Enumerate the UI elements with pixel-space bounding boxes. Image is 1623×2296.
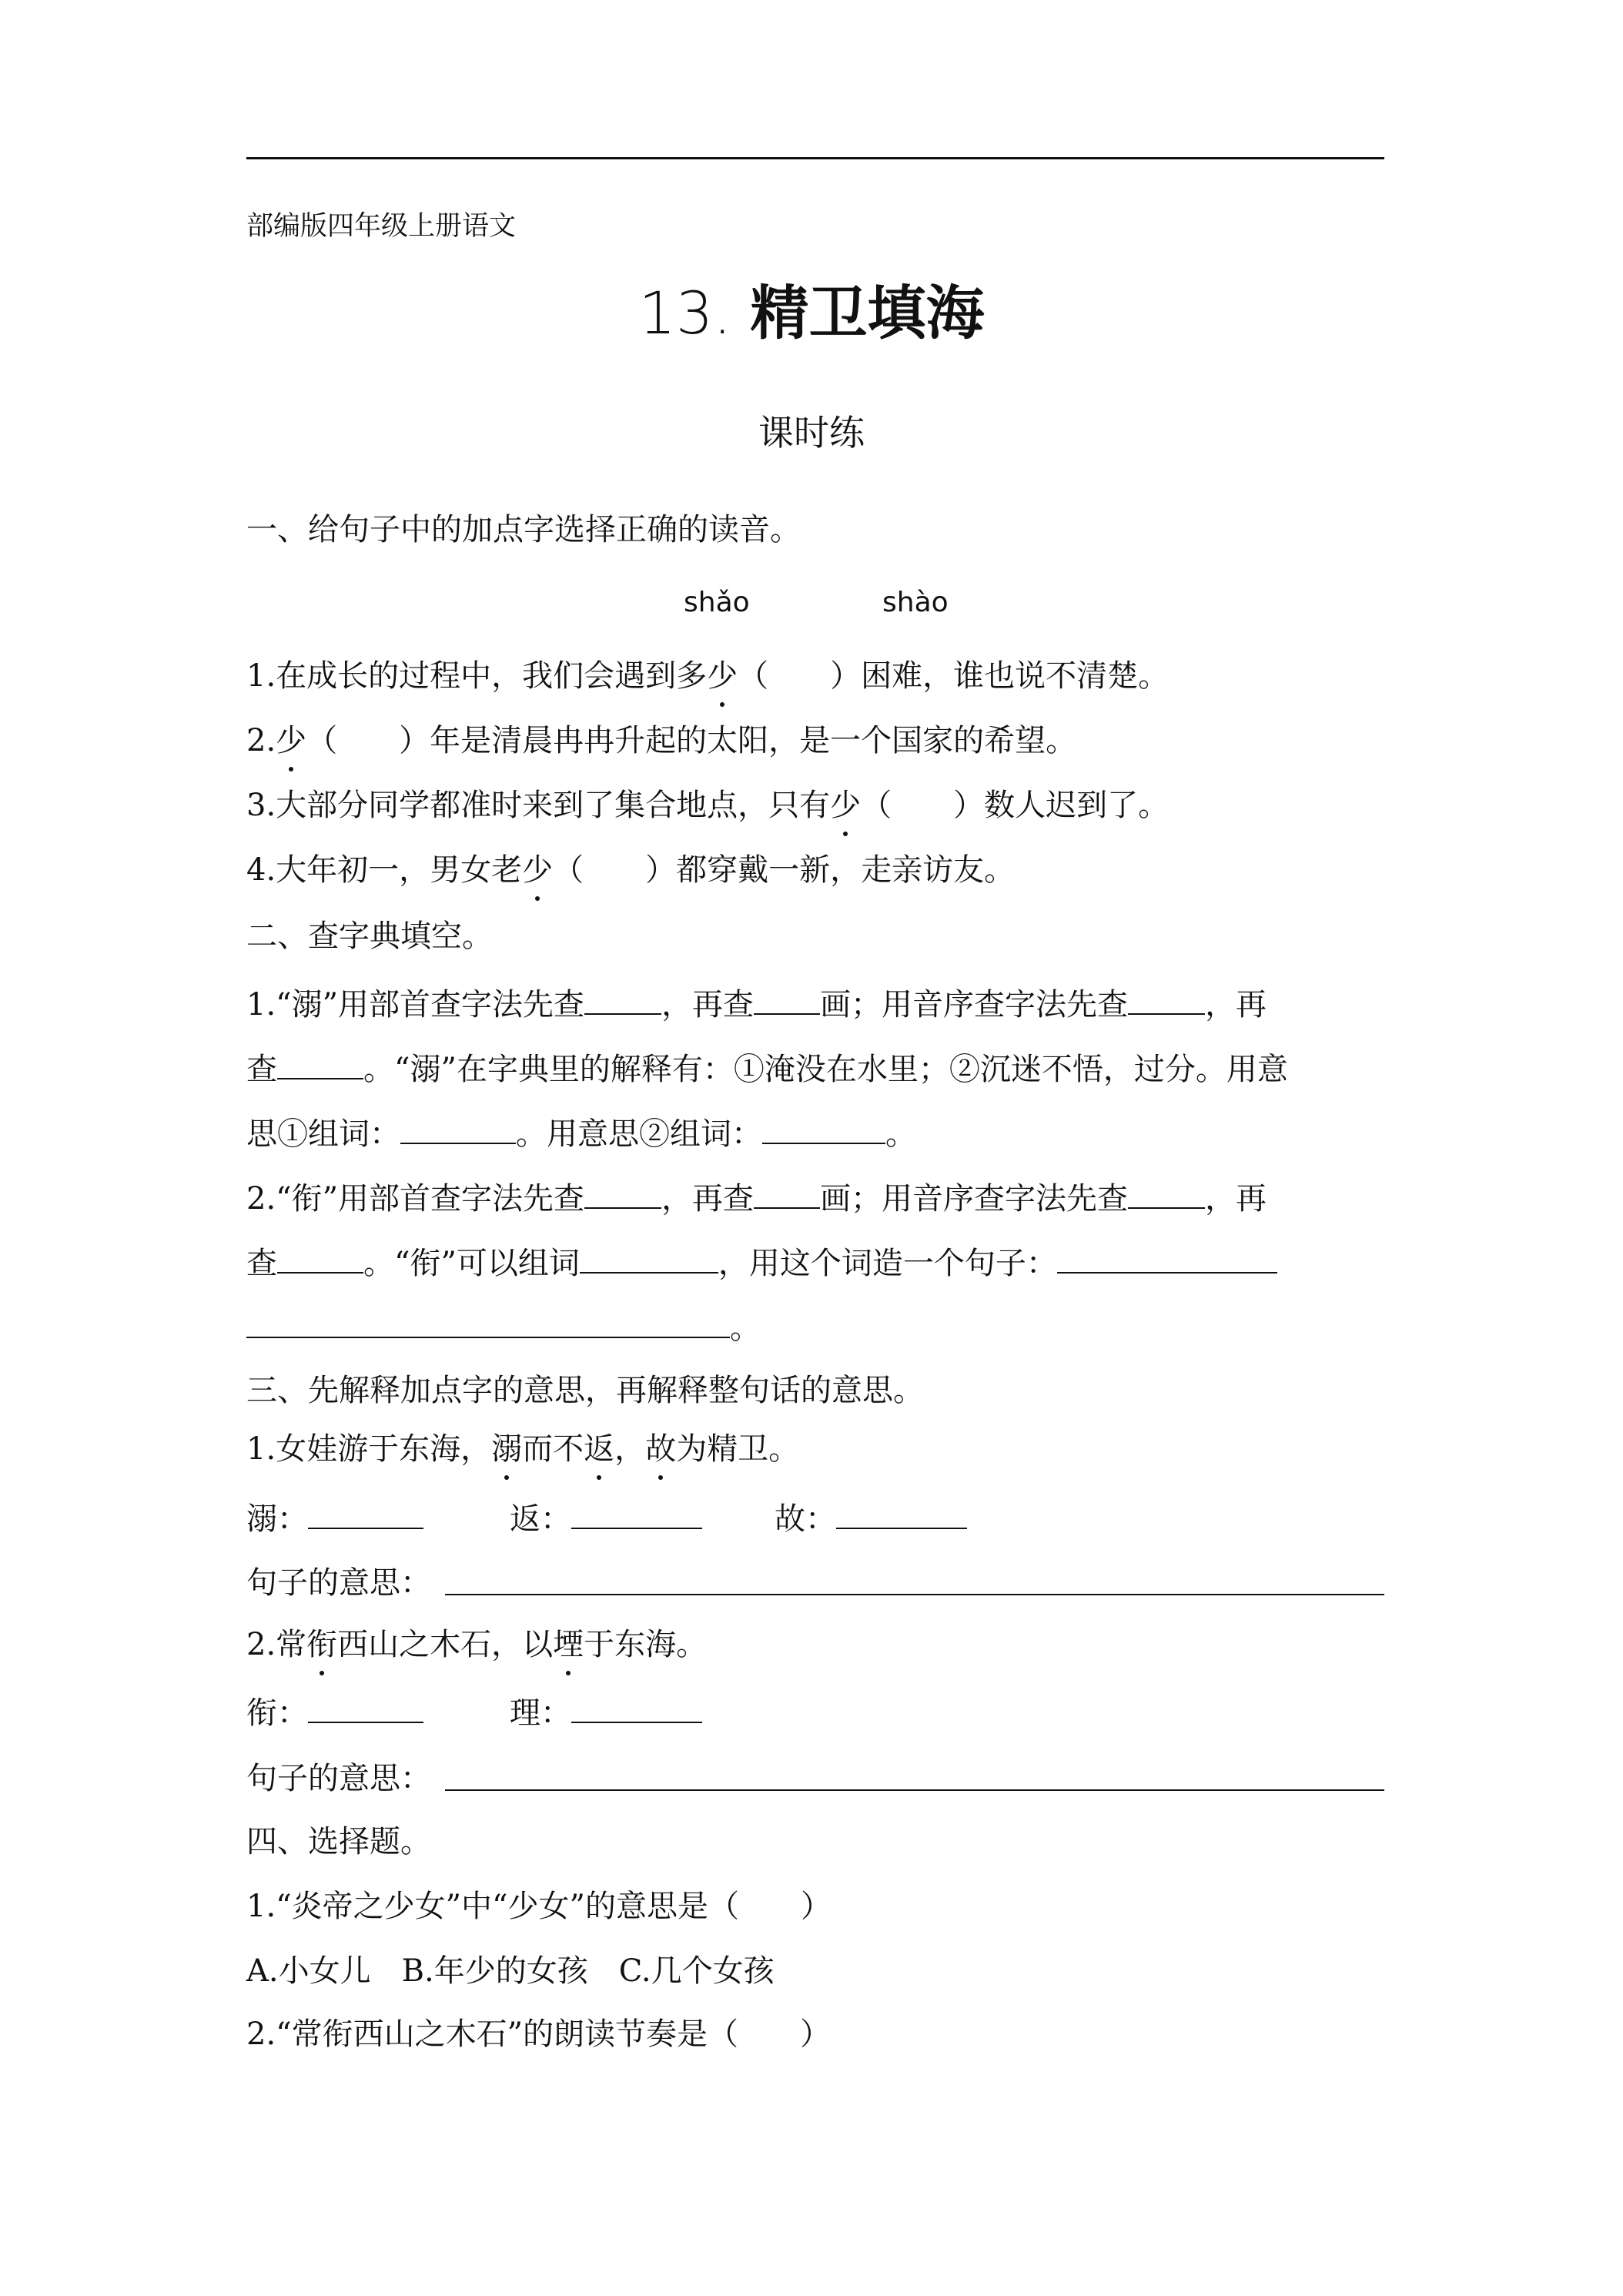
answer-blank[interactable]	[1128, 1176, 1205, 1209]
header-rule	[246, 157, 1384, 159]
dotted-char: 返	[584, 1429, 614, 1469]
text: 。	[885, 1116, 916, 1152]
text: 为精卫。	[676, 1431, 800, 1467]
dotted-char: 少	[276, 721, 306, 761]
s3-question-1	[246, 1429, 799, 1469]
answer-blank[interactable]	[1128, 982, 1205, 1015]
text: 查	[246, 1246, 277, 1281]
section4-heading: 四、选择题。	[246, 1824, 431, 1859]
text: 查	[246, 1052, 277, 1087]
text: 溺：	[246, 1501, 308, 1537]
s2-q2-line1	[246, 1176, 1267, 1219]
s3-q1-field-3	[775, 1497, 967, 1539]
answer-blank[interactable]	[246, 1306, 730, 1338]
section1-heading: 一、给句子中的加点字选择正确的读音。	[246, 512, 801, 547]
s3-q2-field-1	[246, 1691, 423, 1733]
answer-blank[interactable]	[754, 1176, 820, 1209]
text: 1.在成长的过程中，我们会遇到多	[246, 658, 708, 694]
answer-blank[interactable]	[1057, 1241, 1277, 1274]
dotted-char: 衔	[306, 1625, 337, 1665]
text: ，再	[1205, 987, 1267, 1022]
s1-question-1	[246, 656, 1169, 696]
dotted-char: 溺	[491, 1429, 522, 1469]
s3-q1-field-2	[510, 1497, 702, 1539]
s2-q1-line2	[246, 1047, 1288, 1089]
s4-question-2: 2.“常衔西山之木石”的朗读节奏是（ ）	[246, 2017, 832, 2052]
page-subtitle: 课时练	[758, 412, 865, 454]
dotted-char: 故	[645, 1429, 676, 1469]
text: 。“溺”在字典里的解释有：①淹没在水里；②沉迷不悟，过分。用意	[363, 1052, 1288, 1087]
dotted-char: 堙	[553, 1625, 584, 1665]
grade-label: 部编版四年级上册语文	[246, 211, 517, 242]
text: 2.“衔”用部首查字法先查	[246, 1181, 585, 1217]
text: 2.	[246, 723, 276, 758]
s3-q2-sentence-line[interactable]	[445, 1789, 1384, 1791]
pinyin-option-b: shào	[882, 587, 949, 618]
s2-q2-line3	[246, 1306, 761, 1348]
text: （ ）年是清晨冉冉升起的太阳，是一个国家的希望。	[306, 723, 1077, 758]
section3-heading: 三、先解释加点字的意思，再解释整句话的意思。	[246, 1373, 924, 1408]
lesson-number: 13.	[638, 279, 732, 347]
s3-q2-sentence-label: 句子的意思：	[246, 1761, 431, 1796]
section2-heading: 二、查字典填空。	[246, 919, 493, 954]
text: 1.“溺”用部首查字法先查	[246, 987, 585, 1022]
s1-question-3	[246, 785, 1169, 825]
s1-question-4	[246, 850, 1015, 890]
lesson-name: 精卫填海	[750, 279, 985, 347]
answer-blank[interactable]	[571, 1691, 702, 1723]
answer-blank[interactable]	[571, 1497, 702, 1529]
text: 4.大年初一，男女老	[246, 852, 523, 888]
answer-blank[interactable]	[400, 1112, 516, 1144]
answer-blank[interactable]	[762, 1112, 885, 1144]
answer-blank[interactable]	[308, 1691, 423, 1723]
s2-q2-line2	[246, 1241, 1277, 1284]
text: ，再查	[661, 987, 755, 1022]
dotted-char: 少	[707, 656, 738, 696]
text: 。	[730, 1310, 761, 1346]
text: 1.女娃游于东海，	[246, 1431, 492, 1467]
dotted-char: 少	[522, 850, 553, 890]
text: 理：	[510, 1695, 571, 1731]
answer-blank[interactable]	[277, 1241, 363, 1274]
text: ，再	[1205, 1181, 1267, 1217]
text: ，用这个词造一个句子：	[718, 1246, 1057, 1281]
pinyin-option-a: shǎo	[684, 587, 750, 618]
answer-blank[interactable]	[836, 1497, 967, 1529]
answer-blank[interactable]	[277, 1047, 363, 1079]
s4-q1-options: A.小女儿 B.年少的女孩 C.几个女孩	[246, 1953, 775, 1989]
answer-blank[interactable]	[580, 1241, 718, 1274]
s3-q2-field-2	[510, 1691, 702, 1733]
text: 而不	[522, 1431, 584, 1467]
answer-blank[interactable]	[754, 982, 820, 1015]
s2-q1-line3	[246, 1112, 916, 1154]
s3-question-2	[246, 1625, 707, 1665]
answer-blank[interactable]	[584, 1176, 661, 1209]
text: 思①组词：	[246, 1116, 400, 1152]
s1-question-2	[246, 721, 1076, 761]
text: 画；用音序查字法先查	[820, 987, 1129, 1022]
answer-blank[interactable]	[308, 1497, 423, 1529]
dotted-char: 少	[830, 785, 861, 825]
s2-q1-line1	[246, 982, 1267, 1025]
page-title	[0, 279, 1623, 348]
text: 故：	[775, 1501, 836, 1537]
s3-q1-field-1	[246, 1497, 423, 1539]
text: （ ）困难，谁也说不清楚。	[738, 658, 1170, 694]
text: 于东海。	[584, 1627, 708, 1662]
text: 2.常	[246, 1627, 307, 1662]
text: 画；用音序查字法先查	[820, 1181, 1129, 1217]
s4-question-1: 1.“炎帝之少女”中“少女”的意思是（ ）	[246, 1889, 832, 1924]
text: 西山之木石，以	[337, 1627, 554, 1662]
text: 3.大部分同学都准时来到了集合地点，只有	[246, 788, 831, 823]
text: （ ）都穿戴一新，走亲访友。	[553, 852, 1016, 888]
text: 衔：	[246, 1695, 308, 1731]
text: （ ）数人迟到了。	[861, 788, 1170, 823]
text: 。用意思②组词：	[516, 1116, 762, 1152]
s3-q1-sentence-label: 句子的意思：	[246, 1565, 431, 1601]
answer-blank[interactable]	[584, 982, 661, 1015]
text: ，	[614, 1431, 646, 1467]
text: ，再查	[661, 1181, 755, 1217]
s3-q1-sentence-line[interactable]	[445, 1594, 1384, 1595]
text: 返：	[510, 1501, 571, 1537]
text: 。“衔”可以组词	[363, 1246, 580, 1281]
